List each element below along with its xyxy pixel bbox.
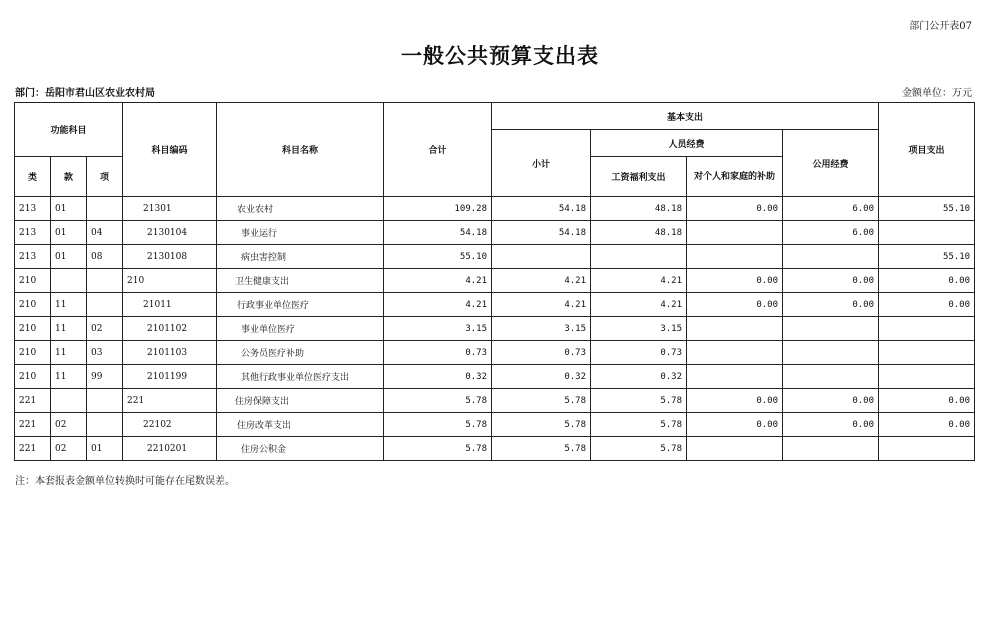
header-function-subject: 功能科目 — [15, 103, 123, 157]
cell-subtotal: 4.21 — [492, 293, 591, 317]
cell-name: 病虫害控制 — [217, 245, 384, 269]
header-personnel-cost: 人员经费 — [591, 130, 783, 157]
cell-name: 事业单位医疗 — [217, 317, 384, 341]
cell-salary: 3.15 — [591, 317, 687, 341]
cell-lei: 210 — [15, 317, 51, 341]
cell-name: 行政事业单位医疗 — [217, 293, 384, 317]
header-public-cost: 公用经费 — [783, 130, 879, 197]
table-row — [15, 197, 975, 221]
cell-lei: 210 — [15, 365, 51, 389]
amount-unit-label: 金额单位：万元 — [902, 88, 972, 99]
cell-xiang: 02 — [87, 317, 123, 341]
table-row — [15, 245, 975, 269]
cell-kuan: 01 — [51, 245, 87, 269]
cell-salary — [591, 245, 687, 269]
cell-public: 6.00 — [783, 197, 879, 221]
cell-salary: 0.32 — [591, 365, 687, 389]
cell-total: 5.78 — [384, 389, 492, 413]
cell-total: 4.21 — [384, 293, 492, 317]
cell-subsidy — [687, 245, 783, 269]
cell-salary: 5.78 — [591, 413, 687, 437]
cell-code: 21301 — [123, 197, 217, 221]
cell-project — [879, 341, 975, 365]
cell-code: 210 — [123, 269, 217, 293]
cell-subtotal: 5.78 — [492, 413, 591, 437]
cell-subtotal: 0.32 — [492, 365, 591, 389]
header-salary-welfare: 工资福利支出 — [591, 157, 687, 197]
cell-code: 21011 — [123, 293, 217, 317]
table-row — [15, 317, 975, 341]
cell-code: 2130108 — [123, 245, 217, 269]
cell-project: 0.00 — [879, 389, 975, 413]
header-subtotal: 小计 — [492, 130, 591, 197]
cell-code: 2101102 — [123, 317, 217, 341]
cell-xiang: 08 — [87, 245, 123, 269]
table-row — [15, 389, 975, 413]
cell-subsidy: 0.00 — [687, 293, 783, 317]
cell-salary: 48.18 — [591, 197, 687, 221]
header-subject-name: 科目名称 — [217, 103, 384, 197]
table-row — [15, 365, 975, 389]
cell-kuan: 02 — [51, 437, 87, 461]
cell-public — [783, 245, 879, 269]
cell-total: 109.28 — [384, 197, 492, 221]
header-personal-subsidy: 对个人和家庭的补助 — [687, 157, 783, 197]
table-row — [15, 293, 975, 317]
header-subject-code: 科目编码 — [123, 103, 217, 197]
cell-project: 55.10 — [879, 197, 975, 221]
cell-salary: 0.73 — [591, 341, 687, 365]
cell-salary: 5.78 — [591, 389, 687, 413]
cell-kuan: 11 — [51, 293, 87, 317]
cell-salary: 5.78 — [591, 437, 687, 461]
cell-lei: 210 — [15, 341, 51, 365]
header-xiang: 项 — [87, 157, 123, 197]
cell-salary: 4.21 — [591, 293, 687, 317]
cell-public: 0.00 — [783, 413, 879, 437]
cell-name: 住房改革支出 — [217, 413, 384, 437]
cell-lei: 213 — [15, 221, 51, 245]
cell-code: 2101199 — [123, 365, 217, 389]
cell-kuan: 11 — [51, 365, 87, 389]
cell-total: 0.32 — [384, 365, 492, 389]
form-number: 部门公开表07 — [909, 21, 972, 32]
cell-name: 卫生健康支出 — [217, 269, 384, 293]
cell-kuan: 01 — [51, 197, 87, 221]
cell-project — [879, 437, 975, 461]
cell-public: 0.00 — [783, 269, 879, 293]
cell-xiang — [87, 413, 123, 437]
cell-project: 0.00 — [879, 293, 975, 317]
cell-name: 农业农村 — [217, 197, 384, 221]
cell-subsidy — [687, 221, 783, 245]
cell-subtotal: 0.73 — [492, 341, 591, 365]
cell-xiang — [87, 293, 123, 317]
cell-lei: 221 — [15, 389, 51, 413]
cell-subsidy — [687, 365, 783, 389]
cell-xiang — [87, 389, 123, 413]
cell-lei: 210 — [15, 293, 51, 317]
cell-name: 住房公积金 — [217, 437, 384, 461]
header-lei: 类 — [15, 157, 51, 197]
cell-name: 事业运行 — [217, 221, 384, 245]
cell-subsidy — [687, 317, 783, 341]
cell-total: 5.78 — [384, 437, 492, 461]
cell-kuan: 02 — [51, 413, 87, 437]
cell-xiang — [87, 197, 123, 221]
cell-xiang: 01 — [87, 437, 123, 461]
cell-lei: 221 — [15, 413, 51, 437]
cell-subsidy — [687, 437, 783, 461]
cell-public: 0.00 — [783, 389, 879, 413]
cell-subtotal: 5.78 — [492, 437, 591, 461]
table-row — [15, 221, 975, 245]
department-label: 部门：岳阳市君山区农业农村局 — [15, 88, 155, 99]
cell-code: 221 — [123, 389, 217, 413]
cell-code: 22102 — [123, 413, 217, 437]
cell-total: 55.10 — [384, 245, 492, 269]
cell-subtotal: 54.18 — [492, 221, 591, 245]
cell-public — [783, 341, 879, 365]
cell-xiang: 03 — [87, 341, 123, 365]
cell-subtotal: 3.15 — [492, 317, 591, 341]
cell-project: 0.00 — [879, 269, 975, 293]
cell-subtotal: 4.21 — [492, 269, 591, 293]
page-title: 一般公共预算支出表 — [401, 44, 599, 68]
header-basic-expenditure: 基本支出 — [492, 103, 879, 130]
cell-code: 2210201 — [123, 437, 217, 461]
cell-kuan — [51, 389, 87, 413]
cell-salary: 48.18 — [591, 221, 687, 245]
cell-subsidy: 0.00 — [687, 389, 783, 413]
cell-subtotal — [492, 245, 591, 269]
cell-subsidy: 0.00 — [687, 413, 783, 437]
header-total: 合计 — [384, 103, 492, 197]
cell-public — [783, 317, 879, 341]
cell-project — [879, 365, 975, 389]
cell-public — [783, 365, 879, 389]
cell-lei: 210 — [15, 269, 51, 293]
cell-xiang — [87, 269, 123, 293]
cell-public: 6.00 — [783, 221, 879, 245]
cell-total: 54.18 — [384, 221, 492, 245]
cell-kuan: 11 — [51, 317, 87, 341]
cell-kuan — [51, 269, 87, 293]
cell-xiang: 04 — [87, 221, 123, 245]
cell-kuan: 01 — [51, 221, 87, 245]
header-project-expenditure: 项目支出 — [879, 103, 975, 197]
cell-name: 其他行政事业单位医疗支出 — [217, 365, 384, 389]
cell-project — [879, 317, 975, 341]
cell-subsidy: 0.00 — [687, 197, 783, 221]
cell-subsidy — [687, 341, 783, 365]
footnote: 注：本套报表金额单位转换时可能存在尾数误差。 — [15, 476, 235, 487]
cell-total: 5.78 — [384, 413, 492, 437]
cell-name: 公务员医疗补助 — [217, 341, 384, 365]
header-kuan: 款 — [51, 157, 87, 197]
table-row — [15, 413, 975, 437]
cell-code: 2101103 — [123, 341, 217, 365]
cell-code: 2130104 — [123, 221, 217, 245]
cell-public: 0.00 — [783, 293, 879, 317]
table-row — [15, 437, 975, 461]
cell-project — [879, 221, 975, 245]
cell-subtotal: 5.78 — [492, 389, 591, 413]
cell-lei: 213 — [15, 245, 51, 269]
cell-lei: 213 — [15, 197, 51, 221]
cell-total: 0.73 — [384, 341, 492, 365]
budget-expenditure-table — [14, 102, 975, 461]
cell-public — [783, 437, 879, 461]
cell-project: 0.00 — [879, 413, 975, 437]
cell-name: 住房保障支出 — [217, 389, 384, 413]
cell-kuan: 11 — [51, 341, 87, 365]
cell-lei: 221 — [15, 437, 51, 461]
table-row — [15, 269, 975, 293]
table-row — [15, 341, 975, 365]
cell-total: 4.21 — [384, 269, 492, 293]
cell-xiang: 99 — [87, 365, 123, 389]
cell-subtotal: 54.18 — [492, 197, 591, 221]
cell-total: 3.15 — [384, 317, 492, 341]
cell-project: 55.10 — [879, 245, 975, 269]
cell-subsidy: 0.00 — [687, 269, 783, 293]
cell-salary: 4.21 — [591, 269, 687, 293]
